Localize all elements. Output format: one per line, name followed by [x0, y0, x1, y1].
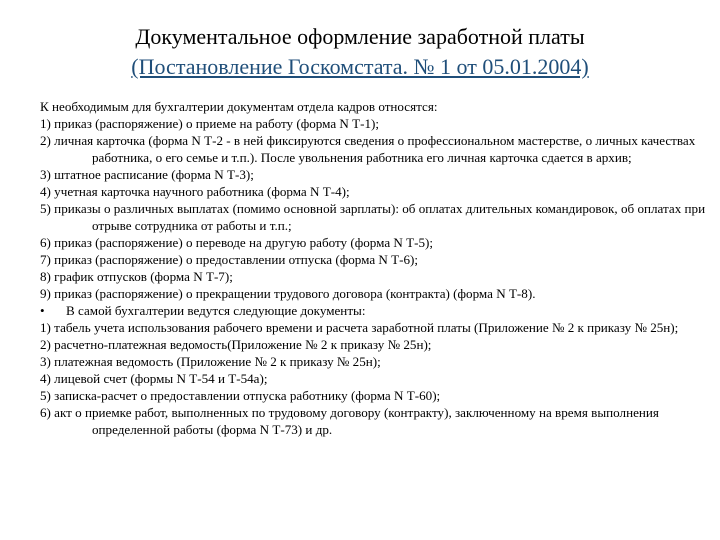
acc-item-1: 1) табель учета использования рабочего времени и расчета заработной платы (Приложение № 2 к приказу № 25н);: [40, 320, 679, 335]
bullet-line: [40, 302, 708, 319]
hr-item-5: 5) приказы о различных выплатах (помимо основной зарплаты): об оплатах длительных командировок, об оплатах при отрыве сотрудника от работы и т.п.;: [40, 201, 706, 233]
intro-text: К необходимым для бухгалтерии документам отдела кадров относятся:: [40, 99, 438, 114]
hr-item-9: 9) приказ (распоряжение) о прекращении трудового договора (контракта) (форма N Т-8).: [40, 286, 536, 301]
acc-item-2: 2) расчетно-платежная ведомость(Приложение № 2 к приказу № 25н);: [40, 337, 432, 352]
hr-item-4: 4) учетная карточка научного работника (форма N Т-4);: [40, 184, 350, 199]
title-block: [0, 22, 720, 82]
hr-item-2: 2) личная карточка (форма N Т-2 - в ней фиксируются сведения о профессиональном мастерстве, о личных качествах работника, о его семье и т.п.). После увольнения работника его личная карточка сдается в архив;: [40, 133, 696, 165]
hr-item-6: 6) приказ (распоряжение) о переводе на другую работу (форма N Т-5);: [40, 235, 434, 250]
slide-title: Документальное оформление заработной платы: [135, 24, 585, 49]
bullet-icon: •: [40, 303, 45, 318]
bullet-text: В самой бухгалтерии ведутся следующие документы:: [66, 303, 366, 318]
body-text: [40, 98, 708, 438]
hr-item-3: 3) штатное расписание (форма N Т-3);: [40, 167, 254, 182]
acc-item-6: 6) акт о приемке работ, выполненных по трудовому договору (контракту), заключенному на время выполнения определенной работы (форма N Т-73) и др.: [40, 405, 659, 437]
acc-item-3: 3) платежная ведомость (Приложение № 2 к приказу № 25н);: [40, 354, 381, 369]
acc-item-5: 5) записка-расчет о предоставлении отпуска работнику (форма N Т-60);: [40, 388, 441, 403]
slide-subtitle-link[interactable]: (Постановление Госкомстата. № 1 от 05.01.2004): [131, 54, 589, 79]
hr-item-8: 8) график отпусков (форма N Т-7);: [40, 269, 233, 284]
acc-item-4: 4) лицевой счет (формы N Т-54 и Т-54а);: [40, 371, 268, 386]
hr-item-7: 7) приказ (распоряжение) о предоставлении отпуска (форма N Т-6);: [40, 252, 419, 267]
hr-item-1: 1) приказ (распоряжение) о приеме на работу (форма N Т-1);: [40, 116, 380, 131]
